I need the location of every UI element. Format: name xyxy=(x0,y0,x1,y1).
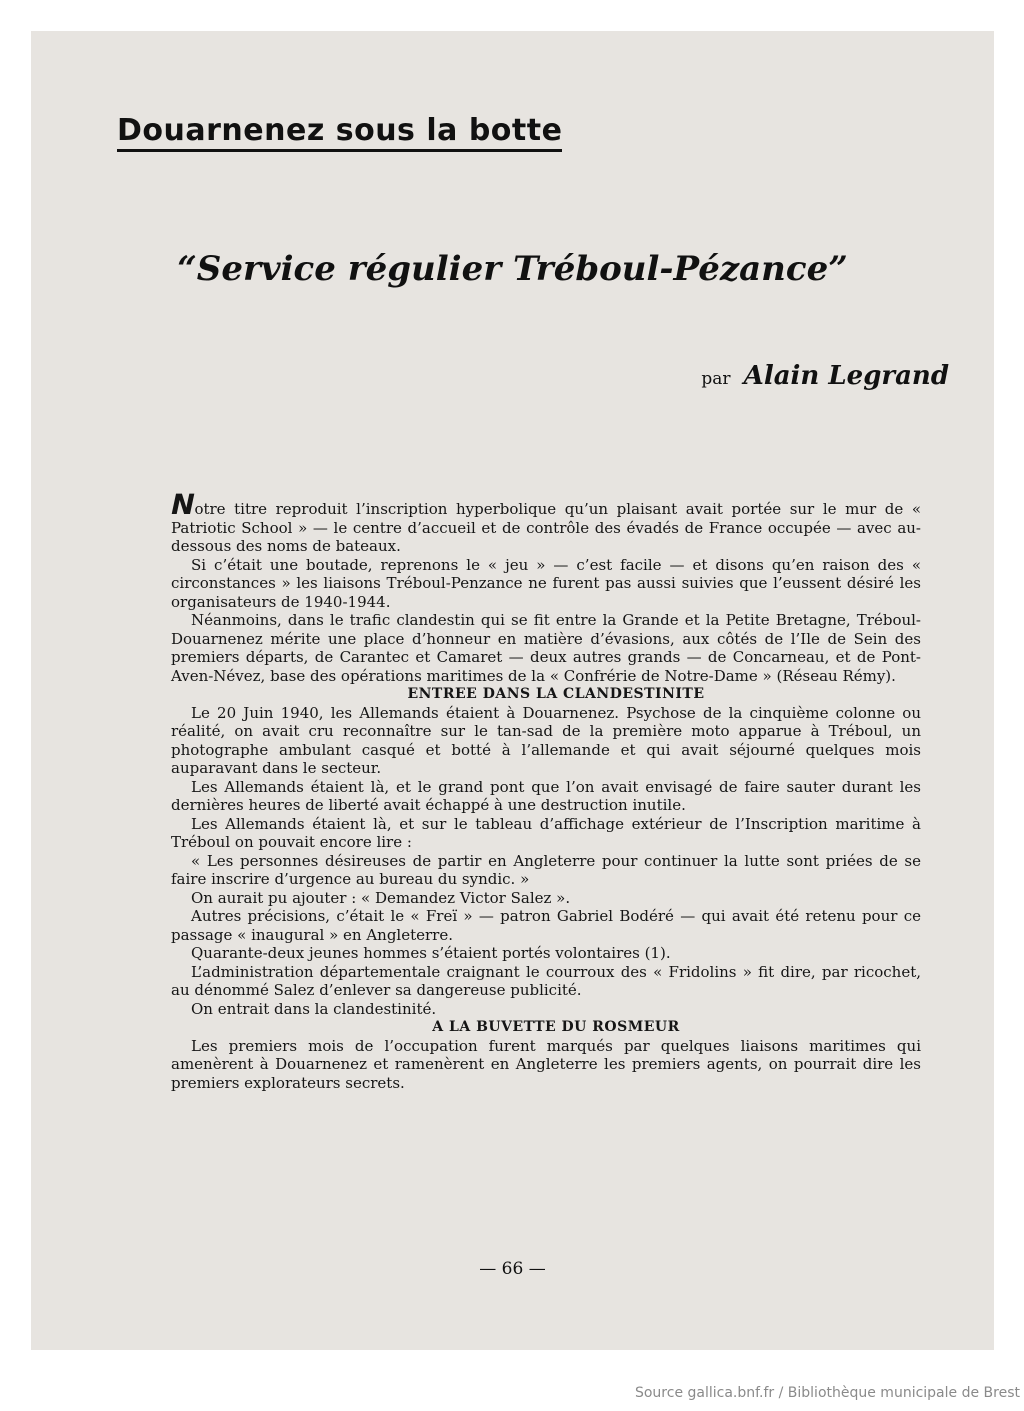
paragraph-text: otre titre reproduit l’inscription hyperbolique qu’un plaisant avait portée sur le mur de « Patriotic School » — le centre d’accueil et de contrôle des évadés de France occupée — avec au-dessous des noms de bateaux. xyxy=(171,500,921,555)
author-name: Alain Legrand xyxy=(743,361,949,391)
page-number: — 66 — xyxy=(479,1259,546,1279)
paragraph: Les Allemands étaient là, et le grand pont que l’on avait envisagé de faire sauter durant les dernières heures de liberté avait échappé à une destruction inutile. xyxy=(171,777,921,814)
paragraph: Néanmoins, dans le trafic clandestin qui se fit entre la Grande et la Petite Bretagne, Tréboul-Douarnenez mérite une place d’honneur en matière d’évasions, aux côtés de l’Ile de Sein des premiers départs, de Carantec et Camaret — deux autres grands — de Concarneau, et de Pont-Aven-Névez, base des opérations maritimes de la « Confrérie de Notre-Dame » (Réseau Rémy). xyxy=(171,611,921,685)
paragraph: Si c’était une boutade, reprenons le « jeu » — c’est facile — et disons qu’en raison des « circonstances » les liaisons Tréboul-Penzance ne furent pas aussi suivies que l’eussent désiré les organisateurs de 1940-1944. xyxy=(171,555,921,611)
paragraph: « Les personnes désireuses de partir en Angleterre pour continuer la lutte sont priées de se faire inscrire d’urgence au bureau du syndic. » xyxy=(171,851,921,888)
section-heading: Douarnenez sous la botte xyxy=(117,113,562,152)
source-credit: Source gallica.bnf.fr / Bibliothèque municipale de Brest xyxy=(634,1385,1020,1401)
article-title: “Service régulier Tréboul-Pézance” xyxy=(177,249,848,289)
paragraph: Le 20 Juin 1940, les Allemands étaient à Douarnenez. Psychose de la cinquième colonne ou réalité, on avait cru reconnaître sur le tan-sad de la première moto apparue à Tréboul, un photographe ambulant casqué et botté à l’allemande et qui avait séjourné quelques mois auparavant dans le secteur. xyxy=(171,703,921,777)
paragraph: Quarante-deux jeunes hommes s’étaient portés volontaires (1). xyxy=(191,944,671,962)
paragraph: Autres précisions, c’était le « Freï » — patron Gabriel Bodéré — qui avait été retenu pour ce passage « inaugural » en Angleterre. xyxy=(171,907,921,944)
subheading: ENTREE DANS LA CLANDESTINITE xyxy=(407,686,705,702)
drop-cap: N xyxy=(167,488,199,521)
scanned-page xyxy=(31,31,994,1350)
paragraph: L’administration départementale craignant le courroux des « Fridolins » fit dire, par ricochet, au dénommé Salez d’enlever sa dangereuse publicité. xyxy=(171,962,921,999)
article-body xyxy=(167,488,921,1092)
byline xyxy=(701,361,949,391)
subheading: A LA BUVETTE DU ROSMEUR xyxy=(432,1019,680,1035)
byline-prefix: par xyxy=(701,369,731,389)
paragraph xyxy=(167,488,921,556)
paragraph: Les premiers mois de l’occupation furent marqués par quelques liaisons maritimes qui amenèrent à Douarnenez et ramenèrent en Angleterre les premiers agents, on pourrait dire les premiers explorateurs secrets. xyxy=(171,1036,921,1092)
paragraph: Les Allemands étaient là, et sur le tableau d’affichage extérieur de l’Inscription maritime à Tréboul on pouvait encore lire : xyxy=(171,814,921,851)
paragraph: On aurait pu ajouter : « Demandez Victor Salez ». xyxy=(191,888,571,907)
paragraph: On entrait dans la clandestinité. xyxy=(191,999,437,1018)
